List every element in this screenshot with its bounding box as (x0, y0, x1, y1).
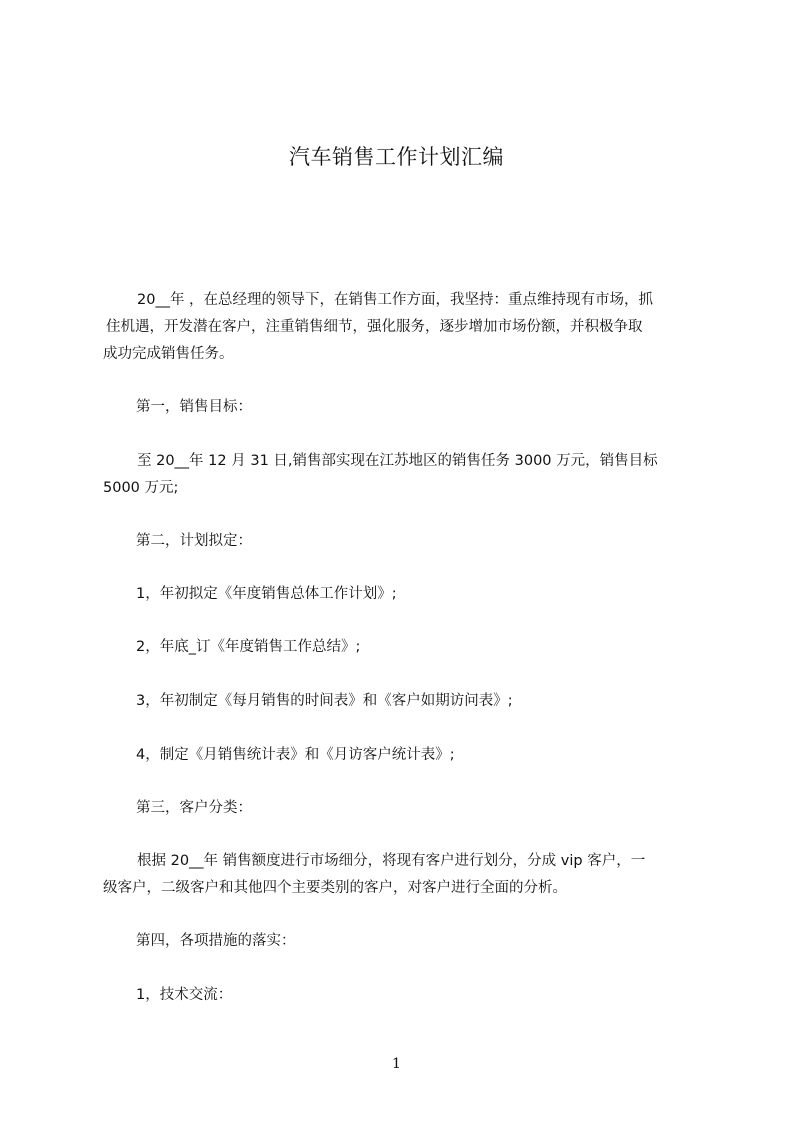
paragraph-line: 根据 20__年 销售额度进行市场细分，将现有客户进行划分，分成 vip 客户，一 (137, 853, 646, 869)
list-item: 2，年底_订《年度销售工作总结》; (136, 639, 361, 655)
section-heading: 第四，各项措施的落实： (136, 933, 296, 949)
section-heading: 第一，销售目标： (136, 399, 252, 415)
paragraph-line: 20__年 ，在总经理的领导下，在销售工作方面，我坚持：重点维持现有市场，抓 (137, 292, 654, 308)
paragraph-line: 级客户，二级客户和其他四个主要类别的客户，对客户进行全面的分析。 (103, 880, 567, 896)
paragraph-line: 至 20__年 12 月 31 日,销售部实现在江苏地区的销售任务 3000 万元，销售目标 (137, 453, 658, 469)
list-item: 1，年初拟定《年度销售总体工作计划》; (136, 586, 397, 602)
paragraph-line: 成功完成销售任务。 (103, 346, 234, 362)
list-item: 4，制定《月销售统计表》和《月访客户统计表》; (136, 747, 455, 763)
document-title: 汽车销售工作计划汇编 (289, 145, 504, 169)
section-heading: 第三，客户分类： (136, 800, 252, 816)
section-heading: 第二，计划拟定： (136, 533, 252, 549)
paragraph-line: 住机遇，开发潜在客户，注重销售细节，强化服务，逐步增加市场份额，并积极争取 (106, 319, 643, 335)
list-item: 1，技术交流： (136, 987, 233, 1003)
paragraph-line: 5000 万元; (103, 480, 179, 496)
page-number: 1 (392, 1056, 401, 1072)
list-item: 3，年初制定《每月销售的时间表》和《客户如期访问表》; (136, 693, 513, 709)
